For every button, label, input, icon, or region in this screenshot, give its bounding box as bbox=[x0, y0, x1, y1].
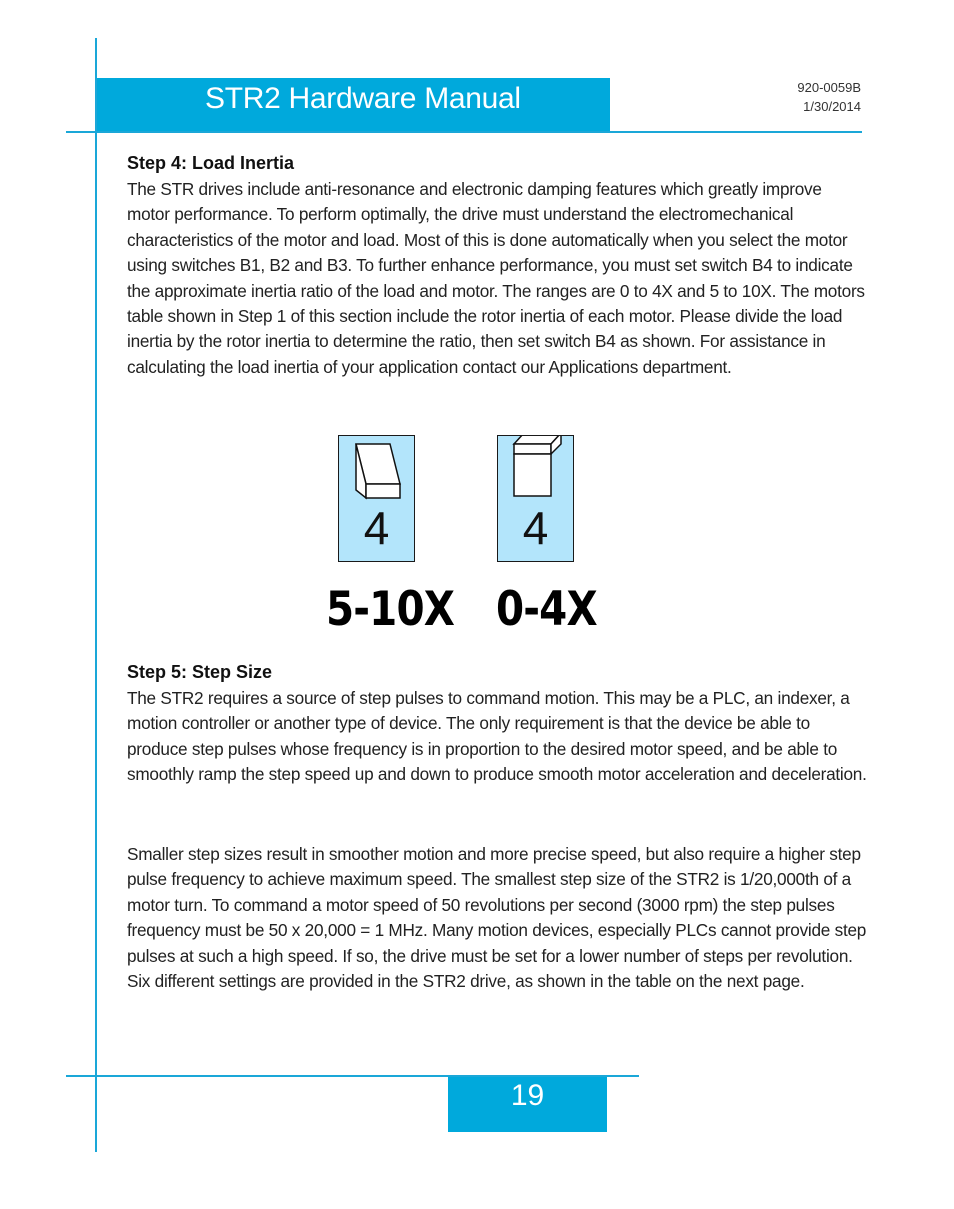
step5-body-1: The STR2 requires a source of step pulses to command motion. This may be a PLC, an indexer, a motion controller or another type of device. The only requirement is that the device be able to produce step pulses whose frequency is in proportion to the desired motor speed, and be able to smoothly ramp the step speed up and down to produce smooth motor acceleration and deceleration. bbox=[127, 688, 867, 785]
document-date: 1/30/2014 bbox=[803, 99, 861, 114]
range-label-5-10x: 5-10X bbox=[326, 582, 455, 637]
dip-switch-5-10x bbox=[338, 435, 415, 562]
page-number: 19 bbox=[510, 1079, 545, 1112]
page-number-box bbox=[448, 1077, 607, 1132]
header-title-bar bbox=[97, 78, 610, 131]
step5-section bbox=[127, 662, 867, 788]
step4-body: The STR drives include anti-resonance and electronic damping features which greatly improve motor performance. To perform optimally, the drive must understand the electromechanical characteristics of the motor and load. Most of this is done automatically when you select the motor using switches B1, B2 and B3. To further enhance performance, you must set switch B4 to indicate the approximate inertia ratio of the load and motor. The ranges are 0 to 4X and 5 to 10X. The motors table shown in Step 1 of this section include the rotor inertia of each motor. Please divide the load inertia by the rotor inertia to determine the ratio, then set switch B4 as shown. For assistance in calculating the load inertia of your application contact our Applications department. bbox=[127, 179, 865, 377]
range-label-0-4x: 0-4X bbox=[496, 582, 597, 637]
header-rule bbox=[66, 131, 862, 133]
switch-number: 4 bbox=[522, 502, 549, 554]
manual-title: STR2 Hardware Manual bbox=[205, 82, 521, 115]
switch-number: 4 bbox=[363, 502, 390, 554]
step4-heading: Step 4: Load Inertia bbox=[127, 153, 295, 173]
step5-heading: Step 5: Step Size bbox=[127, 662, 273, 682]
step5-body-2: Smaller step sizes result in smoother motion and more precise speed, but also require a higher step pulse frequency to achieve maximum speed. The smallest step size of the STR2 is 1/20,000th of a motor turn. To command a motor speed of 50 revolutions per second (3000 rpm) the step pulses frequency must be 50 x 20,000 = 1 MHz. Many motion devices, especially PLCs cannot provide step pulses at such a high speed. If so, the drive must be set for a lower number of steps per revolution. Six different settings are provided in the STR2 drive, as shown in the table on the next page. bbox=[127, 844, 867, 992]
dip-switch-0-4x bbox=[497, 435, 574, 562]
step4-section bbox=[127, 153, 867, 380]
left-margin-rule bbox=[95, 38, 97, 1152]
document-info bbox=[797, 78, 861, 116]
document-number: 920-0059B bbox=[797, 80, 861, 95]
